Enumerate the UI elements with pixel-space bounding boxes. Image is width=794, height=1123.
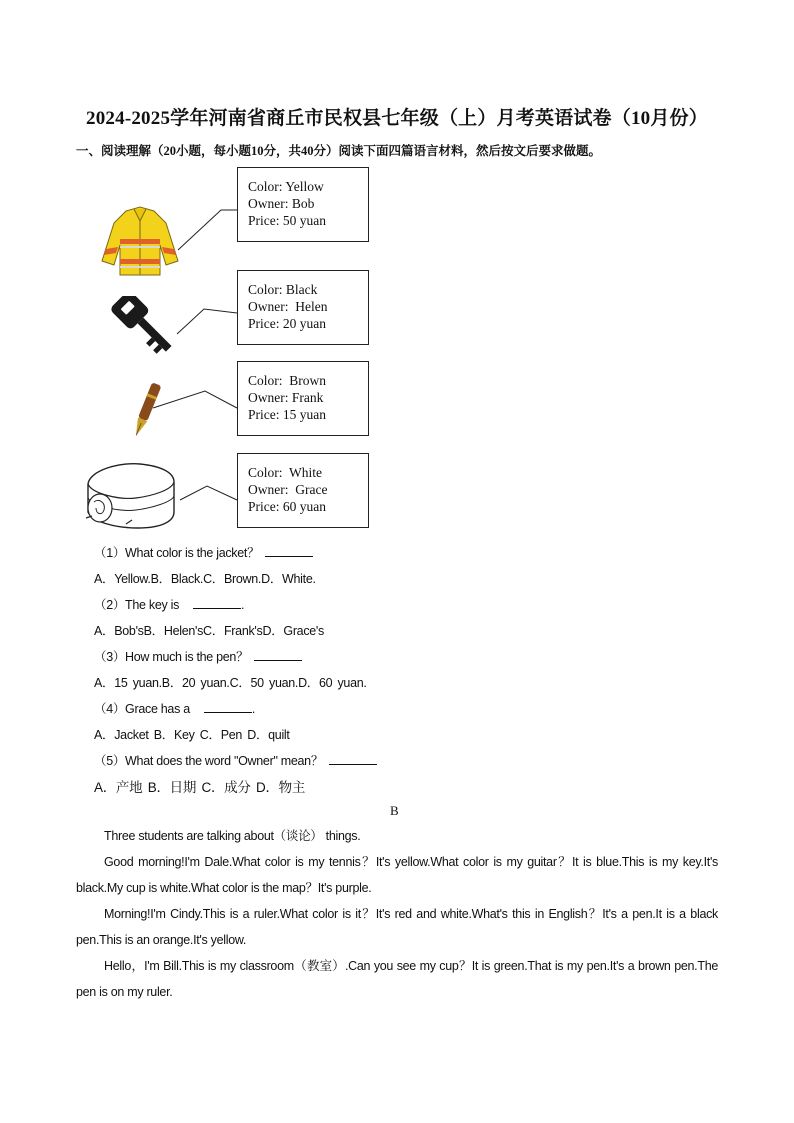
info-line: Color: Yellow [248, 179, 324, 194]
info-line: Color: Black [248, 282, 318, 297]
info-line: Price: 15 yuan [248, 407, 326, 422]
info-box-quilt [237, 453, 369, 528]
info-line: Color: White [248, 465, 322, 480]
options-2: A．Bob'sB．Helen'sC．Frank'sD．Grace's [94, 624, 324, 638]
answer-blank[interactable] [265, 545, 313, 557]
options-4: A．Jacket B．Key C．Pen D．quilt [94, 728, 290, 742]
question-4: （4）Grace has a . [94, 702, 256, 716]
answer-blank[interactable] [254, 649, 302, 661]
passage-paragraph: Three students are talking about（谈论） things. [104, 829, 361, 843]
question-2: （2）The key is . [94, 598, 245, 612]
question-stem: （2）The key is [94, 598, 180, 612]
info-line: Price: 20 yuan [248, 316, 326, 331]
options-1: A．Yellow.B．Black.C．Brown.D．White. [94, 572, 316, 586]
answer-blank[interactable] [204, 701, 252, 713]
info-line: Owner: Grace [248, 482, 328, 497]
question-5 [94, 751, 377, 769]
info-line: Price: 50 yuan [248, 213, 326, 228]
passage-paragraph: Morning!I'm Cindy.This is a ruler.What color is it？It's red and white.What's this in English？It's a pen.It is a black pen.This is an orange.It's yellow. [76, 907, 718, 947]
question-stem: （1）What color is the jacket？ [94, 546, 260, 560]
question-stem: （4）Grace has a [94, 702, 190, 716]
question-stem: （5）What does the word "Owner" mean？ [94, 754, 324, 768]
passage-paragraph: Good morning!I'm Dale.What color is my tennis？It's yellow.What color is my guitar？It is blue.This is my key.It's black.My cup is white.What color is the map？It's purple. [76, 855, 718, 895]
info-line: Owner: Bob [248, 196, 315, 211]
info-line: Owner: Helen [248, 299, 328, 314]
page-title: 2024-2025学年河南省商丘市民权县七年级（上）月考英语试卷（10月份） [86, 108, 708, 129]
question-3 [94, 647, 302, 665]
answer-blank[interactable] [329, 753, 377, 765]
info-box-pen [237, 361, 369, 436]
info-line: Price: 60 yuan [248, 499, 326, 514]
section-heading: 一、阅读理解（20小题，每小题10分，共40分）阅读下面四篇语言材料，然后按文后要求做题。 [76, 144, 602, 158]
options-5: A．产地 B．日期 C．成分 D．物主 [94, 780, 306, 795]
question-stem: （3）How much is the pen？ [94, 650, 249, 664]
info-box-jacket [237, 167, 369, 242]
question-1 [94, 543, 313, 561]
part-b-label: B [390, 803, 399, 818]
info-line: Owner: Frank [248, 390, 324, 405]
info-box-key [237, 270, 369, 345]
info-line: Color: Brown [248, 373, 327, 388]
passage-paragraph: Hello，I'm Bill.This is my classroom（教室）.Can you see my cup？It is green.That is my pen.It's a brown pen.The pen is on my ruler. [76, 959, 718, 999]
options-3: A．15 yuan.B．20 yuan.C．50 yuan.D．60 yuan. [94, 676, 367, 690]
answer-blank[interactable] [193, 597, 241, 609]
